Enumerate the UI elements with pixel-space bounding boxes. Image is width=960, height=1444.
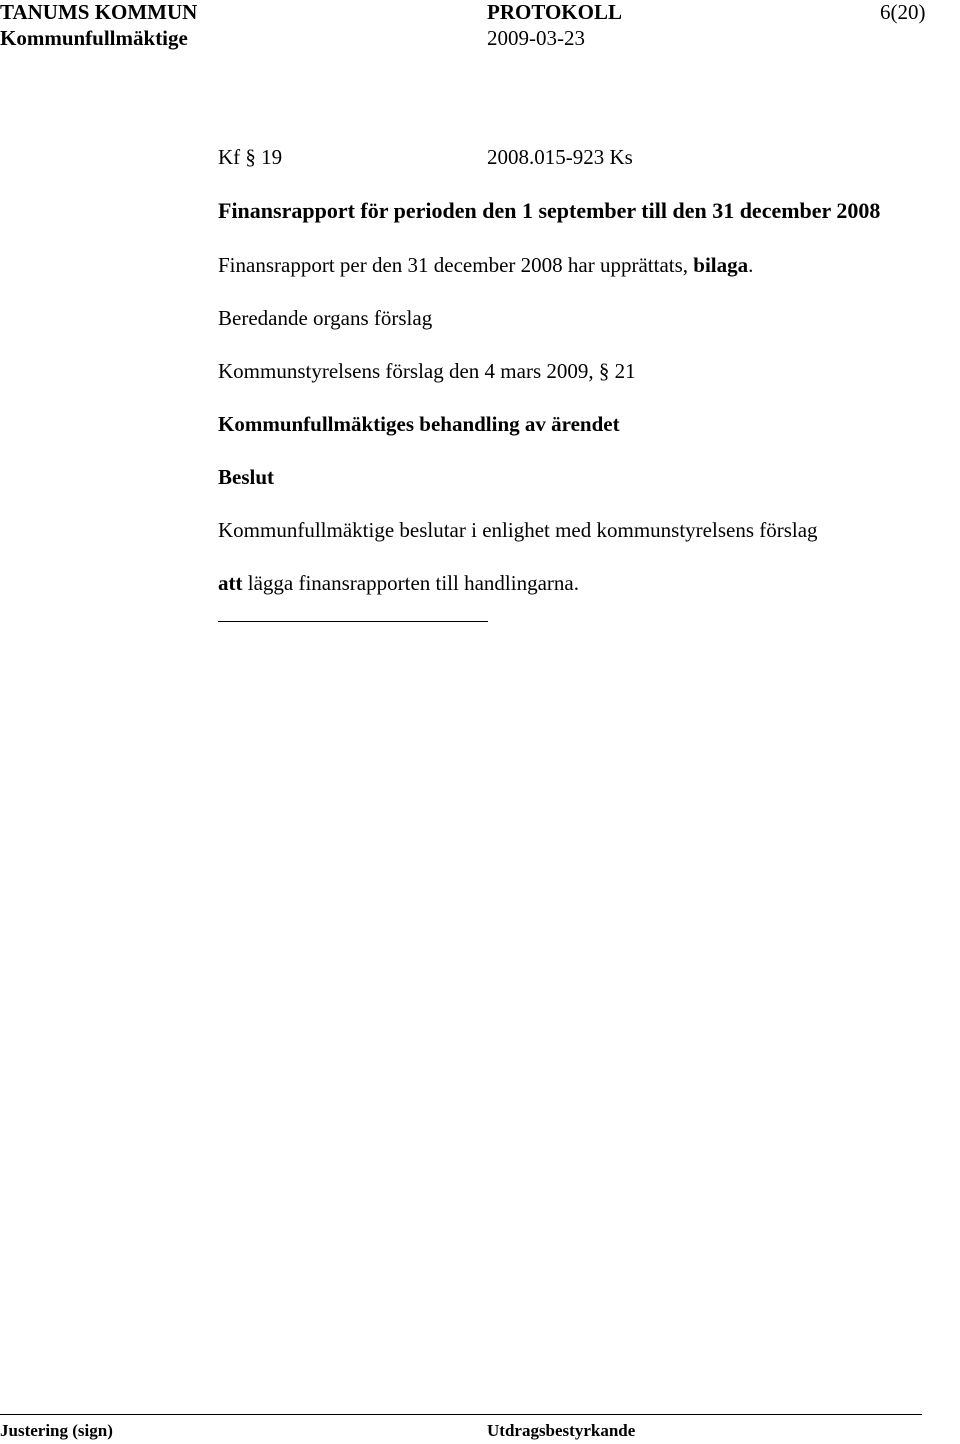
body-name: Kommunfullmäktige	[0, 26, 188, 50]
org-name: TANUMS KOMMUN	[0, 0, 198, 24]
handling-heading: Kommunfullmäktiges behandling av ärendet	[218, 412, 620, 436]
intro-text: Finansrapport per den 31 december 2008 har upprättats,	[218, 253, 689, 277]
end-rule	[218, 621, 488, 622]
doc-type: PROTOKOLL	[487, 0, 622, 24]
paragraph-number: Kf § 19	[218, 145, 283, 169]
page-number: 6(20)	[880, 0, 926, 24]
decision-att-clause	[218, 571, 579, 595]
attachment-label: bilaga	[693, 253, 749, 277]
footer-justering: Justering (sign)	[0, 1421, 113, 1440]
meeting-date: 2009-03-23	[487, 26, 585, 50]
diary-number: 2008.015-923 Ks	[487, 145, 633, 169]
decision-heading: Beslut	[218, 465, 275, 489]
document-title: Finansrapport för perioden den 1 september till den 31 december 2008	[218, 198, 881, 223]
decision-text: Kommunfullmäktige beslutar i enlighet med kommunstyrelsens förslag	[218, 518, 818, 542]
proposal-text: Kommunstyrelsens förslag den 4 mars 2009, § 21	[218, 359, 636, 383]
intro-paragraph	[218, 253, 753, 277]
att-text: lägga finansrapporten till handlingarna.	[247, 571, 579, 595]
footer-rule	[0, 1414, 922, 1415]
footer-utdragsbestyrkande: Utdragsbestyrkande	[487, 1421, 636, 1440]
proposal-heading: Beredande organs förslag	[218, 306, 433, 330]
att-keyword: att	[218, 571, 243, 595]
intro-end: .	[748, 253, 754, 277]
